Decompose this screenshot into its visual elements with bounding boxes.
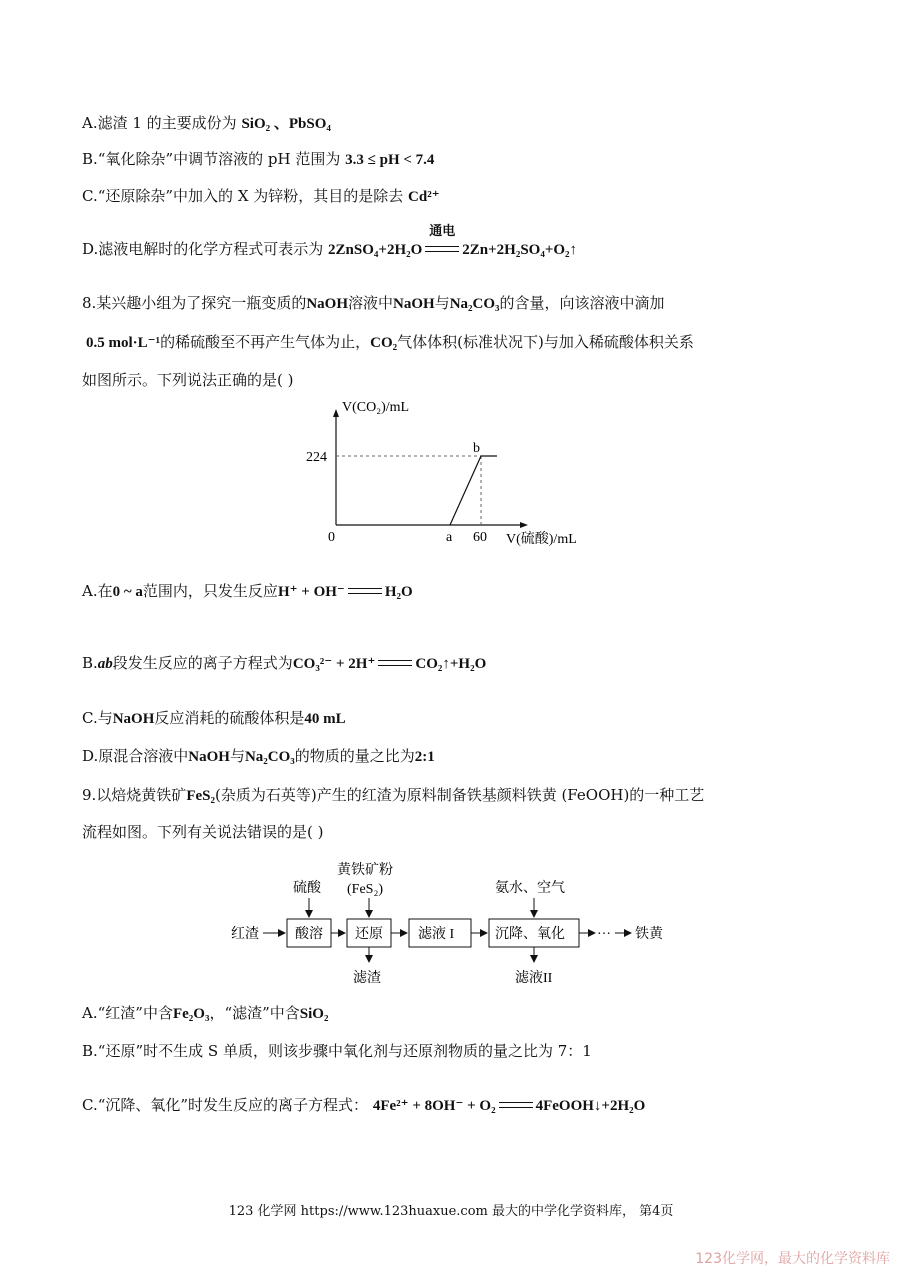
process-flow-diagram — [225, 856, 685, 988]
q7-option-a — [82, 112, 331, 135]
formula: NaOH — [112, 711, 155, 727]
formula: 2:1 — [414, 749, 435, 765]
flow-dots: ··· — [597, 927, 611, 942]
y-axis-arrow — [333, 409, 339, 417]
q9-stem-line2: 流程如图。下列有关说法错误的是( ) — [82, 823, 324, 841]
text: 范围内，只发生反应 — [142, 582, 278, 600]
reagent-pyrite-powder: 黄铁矿粉 — [337, 863, 393, 878]
text: ，“滤渣”中含 — [209, 1004, 300, 1022]
formula: 40 mL — [304, 711, 346, 727]
q8-option-b — [82, 652, 486, 675]
text: C.与 — [82, 709, 113, 727]
q7-option-d — [82, 224, 578, 261]
option-text: C.“还原除杂”中加入的 X 为锌粉，其目的是除去 — [82, 187, 404, 205]
q8-option-a — [82, 580, 413, 603]
formula: SiO₂ — [299, 1006, 329, 1022]
text: B. — [82, 654, 98, 672]
formula: 3.3 ≤ pH < 7.4 — [345, 152, 435, 168]
page-footer: 123 化学网 https://www.123huaxue.com 最大的中学化学资料库， 第4页 — [228, 1204, 674, 1219]
text: A.“红渣”中含 — [82, 1004, 173, 1022]
box1-label: 酸溶 — [295, 927, 323, 942]
text: 段发生反应的离子方程式为 — [112, 654, 293, 672]
formula: Fe₂O₃ — [172, 1006, 210, 1022]
flow-end-label: 铁黄 — [635, 927, 663, 942]
formula: Na₂CO₃ — [449, 296, 500, 312]
formula-left: CO₃²⁻ + 2H⁺ — [292, 656, 376, 672]
formula: Cd²⁺ — [408, 189, 440, 205]
q9-option-b: B.“还原”时不生成 S 单质，则该步骤中氧化剂与还原剂物质的量之比为 7：1 — [82, 1042, 592, 1060]
formula: NaOH — [393, 296, 435, 312]
q7-option-b — [82, 148, 434, 171]
reagent-pyrite-formula: (FeS₂) — [347, 882, 383, 897]
text: (杂质为石英等)产生的红渣为原料制备铁基颜料铁黄 (FeOOH)的一种工艺 — [214, 786, 705, 804]
formula: NaOH — [306, 296, 348, 312]
q7-option-c — [82, 185, 440, 208]
box4-label: 沉降、氧化 — [495, 927, 565, 942]
text: 的稀硫酸至不再产生气体为止， — [160, 333, 371, 351]
y-axis-label: V(CO₂)/mL — [342, 400, 410, 415]
formula: 0 ~ a — [112, 584, 143, 600]
q8-option-d — [82, 745, 435, 768]
option-text: D.滤液电解时的化学方程式可表示为 — [82, 240, 324, 258]
equation-sign — [499, 1099, 533, 1113]
x-tick-60: 60 — [473, 530, 487, 545]
formula-right: 4FeOOH↓+2H₂O — [535, 1098, 646, 1114]
option-text: A.滤渣 1 的主要成份为 — [82, 114, 237, 132]
reagent-ammonia-air: 氨水、空气 — [495, 881, 565, 896]
flow-start-label: 红渣 — [231, 927, 259, 942]
box2-label: 还原 — [355, 927, 383, 942]
formula: Na₂CO₃ — [244, 749, 295, 765]
q8-stem-line2 — [86, 331, 694, 354]
text: 与 — [229, 747, 245, 765]
text: C.“沉降、氧化”时发生反应的离子方程式： — [82, 1096, 369, 1114]
text: 气体体积(标准状况下)与加入稀硫酸体积关系 — [397, 333, 694, 351]
formula: NaOH — [188, 749, 230, 765]
formula-left: 2ZnSO₄+2H₂O — [328, 242, 423, 258]
waste-filtrate-2: 滤液II — [515, 971, 553, 986]
text: D.原混合溶液中 — [82, 747, 189, 765]
option-text: B.“氧化除杂”中调节溶液的 pH 范围为 — [82, 150, 341, 168]
equation-sign — [425, 224, 459, 257]
q8-option-c — [82, 707, 346, 730]
formula-right: H₂O — [384, 584, 413, 600]
point-b-label: b — [473, 441, 480, 456]
co2-volume-graph — [290, 395, 610, 555]
graph-curve — [450, 456, 497, 525]
formula-left: 4Fe²⁺ + 8OH⁻ + O₂ — [372, 1098, 496, 1114]
formula: FeS₂ — [186, 788, 215, 804]
point-a-label: a — [446, 530, 453, 545]
formula: SiO₂ 、PbSO₄ — [241, 116, 331, 132]
x-axis-arrow — [520, 522, 528, 528]
equation-sign — [378, 657, 412, 671]
q8-stem-line3: 如图所示。下列说法正确的是( ) — [82, 371, 294, 389]
q9-option-c — [82, 1094, 645, 1117]
text: 的物质的量之比为 — [294, 747, 415, 765]
formula: CO₂ — [370, 335, 398, 351]
q9-stem-line1 — [82, 784, 704, 807]
formula: 0.5 mol·L⁻¹ — [86, 335, 161, 351]
box3-label: 滤液 I — [418, 927, 455, 942]
formula: ab — [97, 656, 113, 672]
reagent-sulfuric-acid: 硫酸 — [293, 881, 321, 896]
q8-stem-line1 — [82, 292, 665, 315]
text: 与 — [434, 294, 450, 312]
reaction-condition: 通电 — [429, 224, 456, 239]
text: 的含量，向该溶液中滴加 — [499, 294, 665, 312]
formula-left: H⁺ + OH⁻ — [277, 584, 345, 600]
q9-option-a — [82, 1002, 328, 1025]
text: 反应消耗的硫酸体积是 — [154, 709, 305, 727]
text: 9.以焙烧黄铁矿 — [82, 786, 187, 804]
watermark: 123化学网，最大的化学资料库 — [695, 1251, 890, 1267]
text: A.在 — [82, 582, 113, 600]
origin-label: 0 — [328, 530, 335, 545]
equation-sign — [348, 585, 382, 599]
y-tick-224: 224 — [306, 450, 327, 465]
text: 溶液中 — [348, 294, 394, 312]
formula-right: 2Zn+2H₂SO₄+O₂↑ — [462, 242, 578, 258]
formula-right: CO₂↑+H₂O — [415, 656, 487, 672]
waste-residue: 滤渣 — [353, 971, 381, 986]
x-axis-label: V(硫酸)/mL — [506, 532, 577, 547]
text: 8.某兴趣小组为了探究一瓶变质的 — [82, 294, 307, 312]
